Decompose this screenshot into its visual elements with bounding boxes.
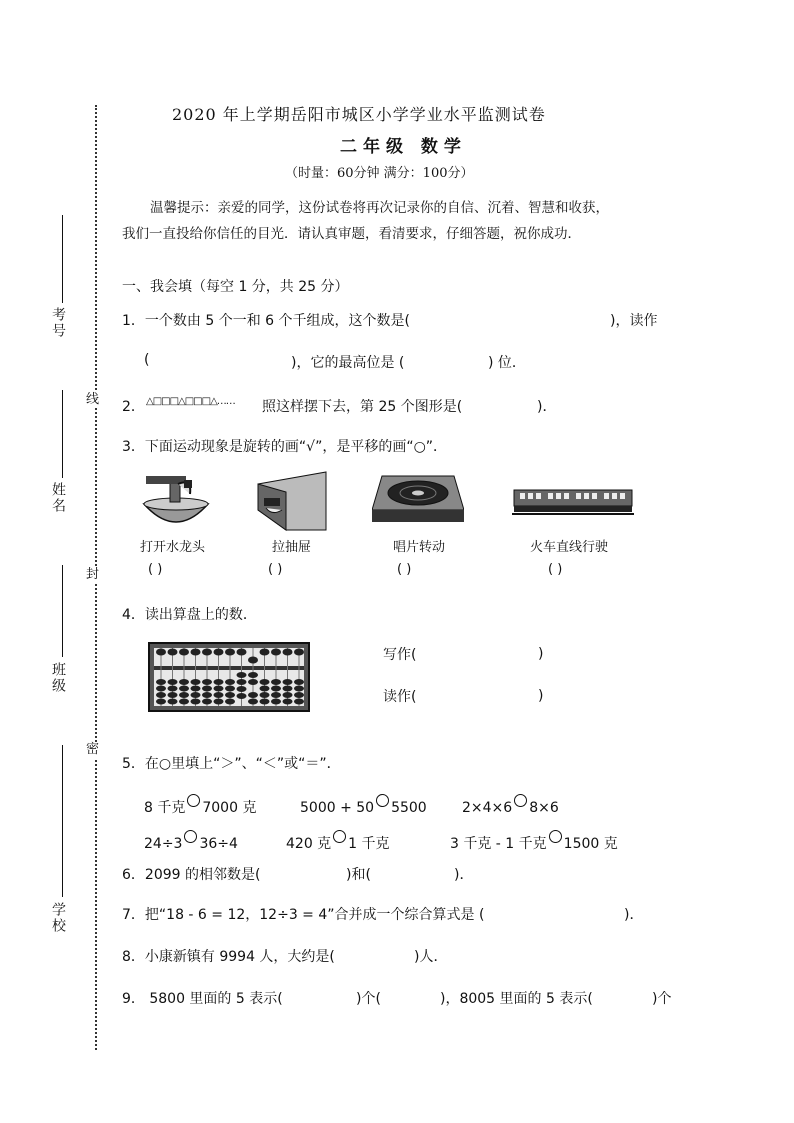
q3-label-faucet: 打开水龙头 bbox=[140, 540, 206, 555]
abacus-bead bbox=[248, 679, 258, 685]
abacus-bead bbox=[294, 649, 304, 656]
abacus-bead bbox=[179, 699, 189, 705]
abacus-bead bbox=[214, 649, 224, 656]
school-field[interactable] bbox=[62, 745, 63, 897]
drawer-picture bbox=[256, 470, 328, 532]
q3-blank-train[interactable]: ( ) bbox=[548, 562, 563, 577]
abacus-bead bbox=[156, 692, 166, 698]
abacus-bead bbox=[260, 679, 270, 685]
q4-write-label: 写作( bbox=[383, 647, 417, 663]
q7-blank[interactable] bbox=[490, 906, 622, 924]
q4-write-blank[interactable] bbox=[424, 646, 536, 664]
abacus-bead bbox=[248, 672, 258, 678]
q3-blank-record[interactable]: ( ) bbox=[397, 562, 412, 577]
q3-label-record: 唱片转动 bbox=[393, 540, 446, 555]
q3-text: 3．下面运动现象是旋转的画“√”，是平移的画“○”． bbox=[122, 439, 448, 455]
compare-circle[interactable] bbox=[514, 794, 527, 807]
abacus-bead bbox=[237, 649, 247, 656]
q2-text: 照这样摆下去，第 25 个图形是( bbox=[262, 399, 463, 415]
abacus-bead bbox=[237, 693, 247, 699]
school-label: 学校 bbox=[50, 902, 66, 934]
q6-text-c: )． bbox=[454, 867, 474, 883]
abacus-bead bbox=[191, 679, 201, 685]
abacus-bead bbox=[202, 649, 212, 656]
q1-blank-reading[interactable] bbox=[152, 354, 288, 372]
tip-line-1: 温馨提示：亲爱的同学，这份试卷将再次记录你的自信、沉着、智慧和收获， bbox=[150, 200, 609, 216]
abacus-bead bbox=[202, 699, 212, 705]
abacus-bead bbox=[260, 686, 270, 692]
q6-text-b: )和( bbox=[346, 867, 371, 883]
q5-item-3: 2×4×6 8×6 bbox=[462, 794, 559, 816]
abacus-bead bbox=[271, 692, 281, 698]
q7-text-b: )． bbox=[624, 907, 644, 923]
abacus-bead bbox=[191, 699, 201, 705]
compare-circle[interactable] bbox=[549, 830, 562, 843]
q2-number: 2． bbox=[122, 399, 145, 415]
q1-text-c: ( bbox=[144, 352, 150, 368]
abacus-bead bbox=[179, 649, 189, 656]
q6-blank-2[interactable] bbox=[376, 866, 452, 884]
abacus-bead bbox=[283, 686, 293, 692]
abacus-bead bbox=[248, 692, 258, 698]
record-player-picture bbox=[372, 474, 464, 524]
q3-blank-drawer[interactable]: ( ) bbox=[268, 562, 283, 577]
compare-circle[interactable] bbox=[333, 830, 346, 843]
margin-mark-xian: 线 bbox=[86, 392, 100, 407]
q1-blank-place[interactable] bbox=[425, 354, 487, 372]
abacus-bead bbox=[179, 686, 189, 692]
abacus-picture bbox=[148, 642, 310, 712]
q4-write-close: ) bbox=[538, 646, 544, 662]
q5-text: 5．在○里填上“＞”、“＜”或“＝”． bbox=[122, 756, 341, 772]
abacus-bead bbox=[168, 692, 178, 698]
abacus-bead bbox=[294, 692, 304, 698]
q5-item-2: 5000 + 50 5500 bbox=[300, 794, 427, 816]
abacus-bead bbox=[156, 649, 166, 656]
q6-text-a: 6．2099 的相邻数是( bbox=[122, 867, 261, 883]
abacus-bead bbox=[283, 692, 293, 698]
abacus-bead bbox=[271, 679, 281, 685]
abacus-bead bbox=[225, 692, 235, 698]
q4-text: 4．读出算盘上的数． bbox=[122, 607, 257, 623]
q8-text-b: )人． bbox=[414, 949, 448, 965]
abacus-bead bbox=[271, 686, 281, 692]
class-label: 班级 bbox=[50, 662, 66, 694]
abacus-bead bbox=[294, 679, 304, 685]
q9-blank-3[interactable] bbox=[602, 990, 650, 1008]
abacus-bead bbox=[168, 699, 178, 705]
q1-blank-number[interactable] bbox=[498, 312, 606, 330]
abacus-bead bbox=[202, 692, 212, 698]
q8-text-a: 8．小康新镇有 9994 人，大约是( bbox=[122, 949, 335, 965]
q4-read-label: 读作( bbox=[383, 689, 417, 705]
q3-blank-faucet[interactable]: ( ) bbox=[148, 562, 163, 577]
abacus-bead bbox=[248, 699, 258, 705]
name-field[interactable] bbox=[62, 390, 63, 478]
abacus-bead bbox=[191, 686, 201, 692]
tip-line-2: 我们一直投给你信任的目光．请认真审题，看清要求，仔细答题，祝你成功． bbox=[122, 226, 581, 242]
exam-number-label: 考号 bbox=[50, 307, 66, 339]
q2-text-end: )． bbox=[537, 399, 557, 415]
abacus-bead bbox=[168, 686, 178, 692]
abacus-bead bbox=[225, 649, 235, 656]
margin-mark-mi: 密 bbox=[86, 742, 100, 757]
abacus-bead bbox=[271, 649, 281, 656]
margin-mark-feng: 封 bbox=[86, 567, 100, 582]
abacus-bead bbox=[237, 679, 247, 685]
q8-blank[interactable] bbox=[352, 948, 412, 966]
abacus-bead bbox=[283, 679, 293, 685]
abacus-bead bbox=[283, 649, 293, 656]
train-picture bbox=[512, 482, 634, 516]
abacus-bead bbox=[202, 686, 212, 692]
abacus-bead bbox=[168, 679, 178, 685]
abacus-bead bbox=[214, 686, 224, 692]
abacus-bead bbox=[225, 686, 235, 692]
q5-item-4: 24÷3 36÷4 bbox=[144, 830, 238, 852]
abacus-bead bbox=[214, 679, 224, 685]
compare-circle[interactable] bbox=[187, 794, 200, 807]
compare-circle[interactable] bbox=[376, 794, 389, 807]
q1-text-a: 1．一个数由 5 个一和 6 个千组成，这个数是( bbox=[122, 313, 410, 329]
q1-text-d: )，它的最高位是 ( bbox=[291, 355, 405, 371]
abacus-bead bbox=[260, 649, 270, 656]
q4-read-close: ) bbox=[538, 688, 544, 704]
q4-read-blank[interactable] bbox=[424, 688, 536, 706]
abacus-bead bbox=[214, 699, 224, 705]
abacus-bead bbox=[168, 649, 178, 656]
class-field[interactable] bbox=[62, 565, 63, 657]
abacus-bead bbox=[237, 672, 247, 678]
abacus-bead bbox=[237, 686, 247, 692]
abacus-bead bbox=[283, 699, 293, 705]
q9-text-d: )个 bbox=[652, 991, 672, 1007]
section-heading: 一、我会填（每空 1 分，共 25 分） bbox=[122, 279, 349, 295]
abacus-bead bbox=[156, 699, 166, 705]
name-label: 姓名 bbox=[50, 482, 66, 514]
q9-blank-2[interactable] bbox=[386, 990, 438, 1008]
q9-text-c: )，8005 里面的 5 表示( bbox=[440, 991, 593, 1007]
abacus-bead bbox=[191, 692, 201, 698]
abacus-bead bbox=[202, 679, 212, 685]
abacus-bead bbox=[179, 692, 189, 698]
q1-text-b: )，读作 bbox=[610, 313, 658, 329]
abacus-bead bbox=[225, 699, 235, 705]
q3-label-drawer: 拉抽屉 bbox=[272, 540, 312, 555]
q9-blank-1[interactable] bbox=[296, 990, 354, 1008]
abacus-bead bbox=[156, 686, 166, 692]
compare-circle[interactable] bbox=[184, 830, 197, 843]
q2-shape-sequence: △□□□△□□□△…… bbox=[146, 396, 235, 407]
exam-title: 2020 年上学期岳阳市城区小学学业水平监测试卷 bbox=[172, 105, 546, 124]
q6-blank-1[interactable] bbox=[268, 866, 344, 884]
q9-text-b: )个( bbox=[356, 991, 381, 1007]
q9-text-a: 9． 5800 里面的 5 表示( bbox=[122, 991, 283, 1007]
exam-subtitle: 二年级 数学 bbox=[340, 137, 467, 157]
abacus-bead bbox=[294, 699, 304, 705]
abacus-bead bbox=[191, 649, 201, 656]
exam-number-field[interactable] bbox=[62, 215, 63, 303]
faucet-picture bbox=[140, 470, 212, 532]
q5-item-5: 420 克 1 千克 bbox=[286, 830, 390, 853]
abacus-bead bbox=[271, 699, 281, 705]
abacus-bead bbox=[225, 679, 235, 685]
q1-text-e: ) 位． bbox=[488, 355, 526, 371]
abacus-bead bbox=[294, 686, 304, 692]
abacus-bead bbox=[156, 679, 166, 685]
abacus-bead bbox=[214, 692, 224, 698]
q2-blank[interactable] bbox=[484, 398, 536, 416]
abacus-bead bbox=[260, 692, 270, 698]
abacus-bead bbox=[248, 657, 258, 664]
q7-text-a: 7．把“18 - 6 = 12，12÷3 = 4”合并成一个综合算式是 ( bbox=[122, 907, 485, 923]
abacus-bead bbox=[260, 699, 270, 705]
abacus-bead bbox=[179, 679, 189, 685]
q3-label-train: 火车直线行驶 bbox=[530, 540, 609, 555]
q5-item-6: 3 千克 - 1 千克 1500 克 bbox=[450, 830, 618, 853]
q5-item-1: 8 千克 7000 克 bbox=[144, 794, 256, 817]
exam-timing: （时量：60分钟 满分：100分） bbox=[285, 166, 474, 181]
